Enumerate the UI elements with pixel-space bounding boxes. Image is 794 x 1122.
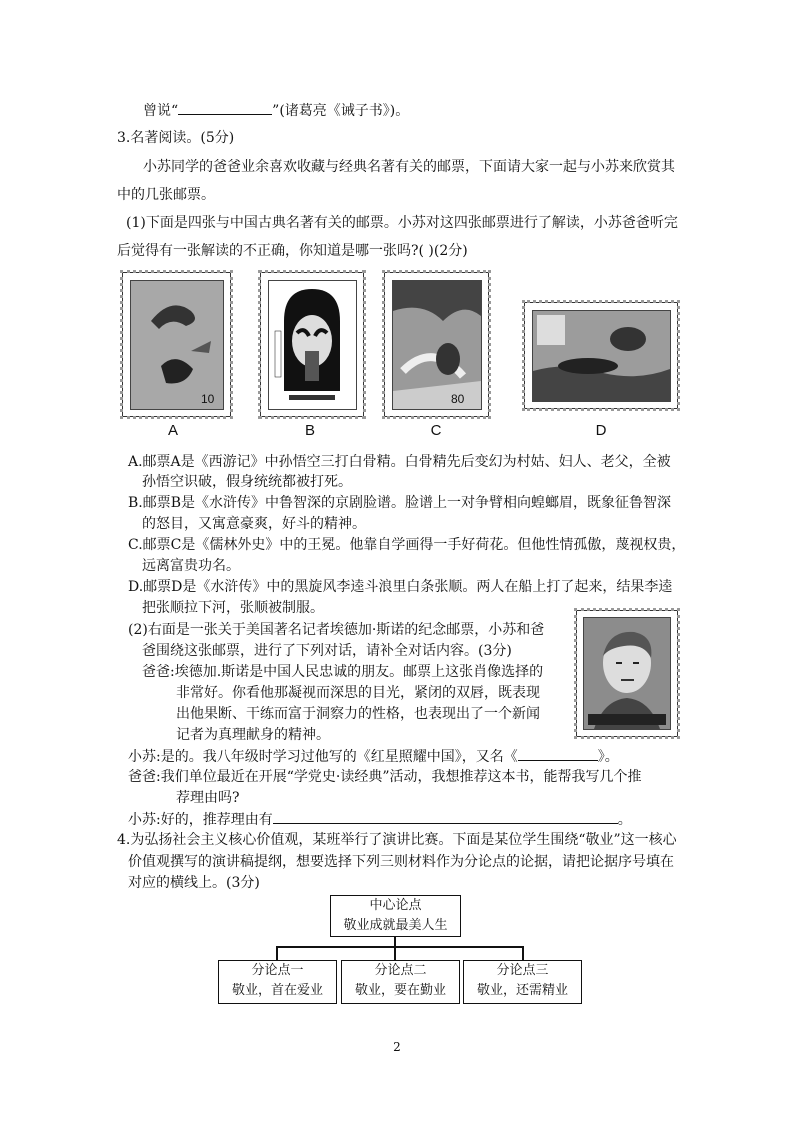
sub2-line4: 非常好。你看他那凝视而深思的目光，紧闭的双唇，既表现 — [176, 685, 540, 701]
center-thesis-title: 中心论点 — [369, 898, 422, 913]
connector-horizontal — [276, 946, 523, 948]
option-c-line1: C.邮票C是《儒林外史》中的王冕。他靠自学画得一手好荷花。但他性情孤傲，蔑视权贵， — [128, 537, 686, 553]
sub-thesis-text-3: 敬业，还需精业 — [476, 983, 568, 998]
opera-mask-illustration — [269, 281, 356, 409]
page-number: 2 — [393, 1040, 401, 1054]
wang-mian-illustration — [393, 281, 481, 409]
option-a-line2: 孙悟空识破，假身统统都被打死。 — [142, 474, 352, 490]
reasons-blank[interactable] — [273, 809, 618, 824]
option-d-line1: D.邮票D是《水浒传》中的黑旋风李逵斗浪里白条张顺。两人在船上打了起来，结果李逵 — [128, 579, 673, 595]
monkey-king-illustration — [131, 281, 223, 409]
q3-intro-1: 小苏同学的爸爸业余喜欢收藏与经典名著有关的邮票，下面请大家一起与小苏来欣赏其 — [143, 159, 675, 175]
svg-text:10: 10 — [201, 392, 215, 406]
sub-thesis-box-1 — [218, 960, 337, 1004]
svg-text:80: 80 — [451, 392, 465, 406]
center-thesis-box — [330, 895, 461, 937]
portrait-illustration — [584, 618, 670, 729]
stamp-label-b: B — [304, 422, 315, 439]
connector-middle — [394, 946, 396, 960]
q3-title: 3.名著阅读。(5分) — [117, 130, 235, 146]
stamp-b — [260, 272, 364, 417]
connector-left — [276, 946, 278, 960]
li-kui-zhang-shun-illustration — [533, 311, 670, 401]
stamp-label-c: C — [430, 422, 442, 439]
stamp-c — [384, 272, 489, 417]
q3-intro-2: 中的几张邮票。 — [117, 187, 215, 203]
q4-line3: 对应的横线上。(3分) — [128, 875, 260, 891]
sub-thesis-box-3 — [463, 960, 582, 1004]
q3-sub1-line1: (1)下面是四张与中国古典名著有关的邮票。小苏对这四张邮票进行了解读，小苏爸爸听完 — [126, 215, 678, 231]
center-thesis-text: 敬业成就最美人生 — [343, 918, 448, 933]
sub-thesis-title-3: 分论点三 — [496, 963, 549, 978]
option-d-line2: 把张顺拉下河，张顺被制服。 — [142, 600, 324, 616]
stamp-d — [524, 302, 678, 409]
sub2-line3: 爸爸:埃德加.斯诺是中国人民忠诚的朋友。邮票上这张肖像选择的 — [142, 664, 544, 680]
sub2-line5: 出他果断、干练而富于洞察力的性格，也表现出了一个新闻 — [176, 706, 540, 722]
q3-sub1-line2: 后觉得有一张解读的不正确，你知道是哪一张吗?( )(2分) — [117, 243, 468, 259]
edgar-snow-stamp — [576, 610, 678, 737]
red-star-alt-title-blank[interactable] — [518, 746, 598, 761]
quote-blank[interactable] — [178, 100, 272, 115]
baba-line-2: 荐理由吗? — [176, 790, 240, 806]
sub-thesis-box-2 — [341, 960, 460, 1004]
sub2-line1: (2)右面是一张关于美国著名记者埃德加·斯诺的纪念邮票，小苏和爸 — [128, 622, 545, 638]
baba-line-1: 爸爸:我们单位最近在开展“学党史·读经典”活动，我想推荐这本书，能帮我写几个推 — [128, 769, 642, 785]
quote-line: 曾说“ ”(诸葛亮《诫子书》)。 — [143, 100, 409, 121]
sub-thesis-title-2: 分论点二 — [374, 963, 427, 978]
q4-line1: 4.为弘扬社会主义核心价值观，某班举行了演讲比赛。下面是某位学生围绕“敬业”这一核心 — [117, 832, 677, 848]
connector-right — [522, 946, 524, 960]
sub2-line6: 记者为真理献身的精神。 — [176, 727, 330, 743]
option-b-line1: B.邮票B是《水浒传》中鲁智深的京剧脸谱。脸谱上一对争臂相向蝗螂眉，既象征鲁智深 — [128, 495, 672, 511]
stamp-a — [122, 272, 231, 417]
sub-thesis-title-1: 分论点一 — [251, 963, 304, 978]
stamp-label-a: A — [167, 422, 178, 439]
sub2-line2: 爸围绕这张邮票，进行了下列对话，请补全对话内容。(3分) — [142, 643, 512, 659]
xiaosu-reply-1: 小苏:是的。我八年级时学习过他写的《红星照耀中国》，又名《 》。 — [128, 746, 619, 767]
option-c-line2: 远离富贵功名。 — [142, 558, 240, 574]
sub-thesis-text-1: 敬业，首在爱业 — [231, 983, 323, 998]
q4-line2: 价值观撰写的演讲稿提纲，想要选择下列三则材料作为分论点的论据，请把论据序号填在 — [128, 854, 674, 870]
option-a-line1: A.邮票A是《西游记》中孙悟空三打白骨精。白骨精先后变幻为村姑、妇人、老父，全被 — [128, 454, 671, 470]
xiaosu-reply-2: 小苏:好的，推荐理由有 。 — [128, 809, 632, 830]
option-b-line2: 的怒目，又寓意豪爽，好斗的精神。 — [142, 516, 366, 532]
stamp-label-d: D — [595, 422, 607, 439]
sub-thesis-text-2: 敬业，要在勤业 — [354, 983, 446, 998]
